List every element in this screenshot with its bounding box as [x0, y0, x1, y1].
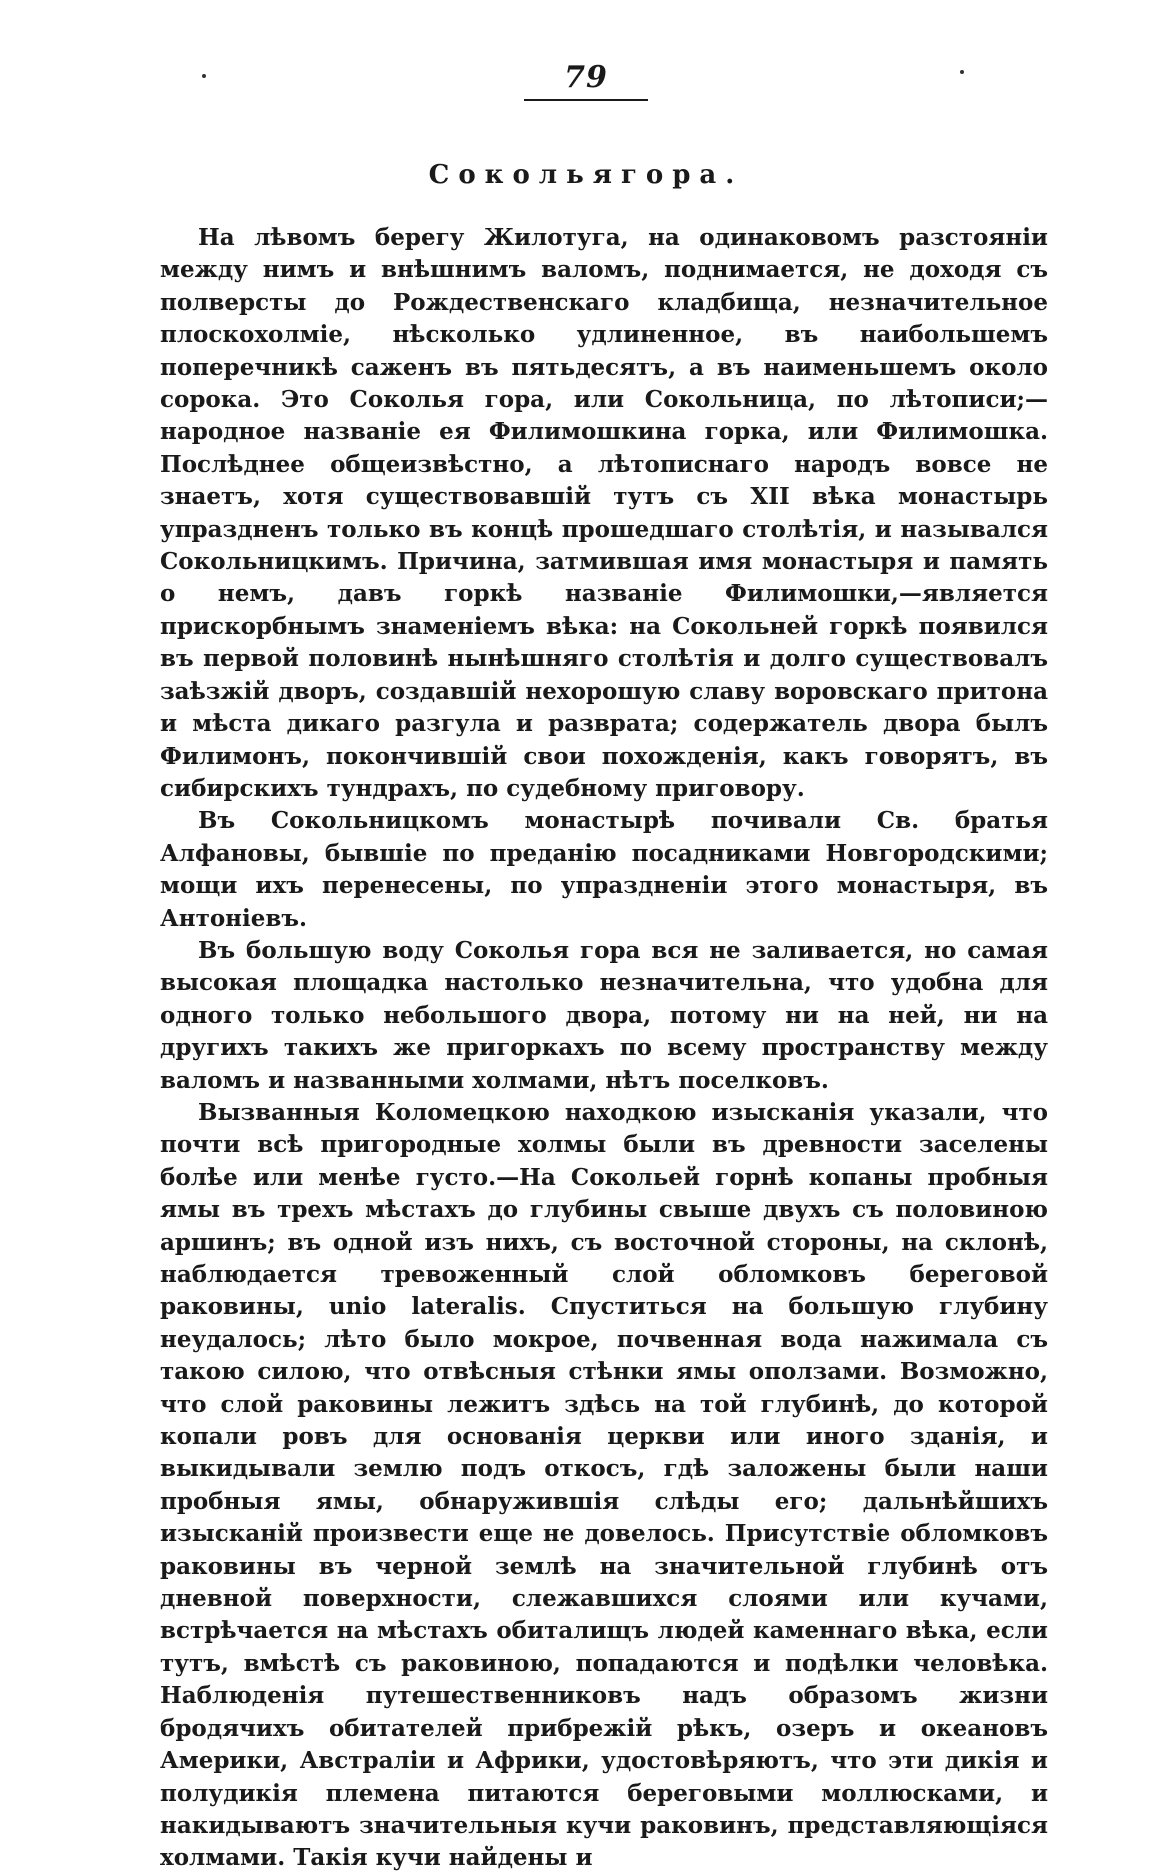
- print-speck: [202, 74, 206, 78]
- section-heading: Сокольягора.: [428, 160, 744, 190]
- page-number: 79: [564, 60, 608, 95]
- paragraph: Вызванныя Коломецкою находкою изысканія указали, что почти всѣ пригородные холмы были въ древности заселены болѣе или менѣе густо.—На Сокольей горнѣ копаны пробныя ямы въ трехъ мѣстахъ до глубины свыше двухъ съ половиною аршинъ; въ одной изъ нихъ, съ восточной стороны, на склонѣ, наблюдается тревоженный слой обломковъ береговой раковины, unio lateralis. Спуститься на большую глубину неудалось; лѣто было мокрое, почвенная вода нажимала съ такою силою, что отвѣсныя стѣнки ямы оползами. Возможно, что слой раковины лежитъ здѣсь на той глубинѣ, до которой копали ровъ для основанія церкви или иного зданія, и выкидывали землю подъ откосъ, гдѣ заложены были наши пробныя ямы, обнаружившія слѣды его; дальнѣйшихъ изысканій произвести еще не довелось. Присутствіе обломковъ раковины въ черной землѣ на значительной глубинѣ отъ дневной поверхности, слежавшихся слоями или кучами, встрѣчается на мѣстахъ обиталищъ людей каменнаго вѣка, если тутъ, вмѣстѣ съ раковиною, попадаются и подѣлки человѣка. Наблюденія путешественниковъ надъ образомъ жизни бродячихъ обитателей прибрежій рѣкъ, озеръ и океановъ Америки, Австраліи и Африки, удостовѣряютъ, что эти дикія и полудикія племена питаются береговыми моллюсками, и накидываютъ значительныя кучи раковинъ, представляющіяся холмами. Такія кучи найдены и: [160, 1098, 1048, 1872]
- print-speck: [960, 70, 964, 74]
- page-number-rule: [524, 99, 648, 101]
- body-text: [160, 222, 1048, 1875]
- paragraph: На лѣвомъ берегу Жилотуга, на одинаковомъ разстояніи между нимъ и внѣшнимъ валомъ, поднимается, не доходя съ полверсты до Рождественскаго кладбища, незначительное плоскохолміе, нѣсколько удлиненное, въ наибольшемъ поперечникѣ саженъ въ пятьдесятъ, а въ наименьшемъ около сорока. Это Соколья гора, или Сокольница, по лѣтописи;—народное названіе ея Филимошкина горка, или Филимошка. Послѣднее общеизвѣстно, а лѣтописнаго народъ вовсе не знаетъ, хотя существовавшій тутъ съ XII вѣка монастырь упраздненъ только въ концѣ прошедшаго столѣтія, и назывался Сокольницкимъ. Причина, затмившая имя монастыря и память о немъ, давъ горкѣ названіе Филимошки,—является прискорбнымъ знаменіемъ вѣка: на Сокольней горкѣ появился въ первой половинѣ нынѣшняго столѣтія и долго существовалъ заѣзжій дворъ, создавшій нехорошую славу воровскаго притона и мѣста дикаго разгула и разврата; содержатель двора былъ Филимонъ, покончившій свои похожденія, какъ говорятъ, въ сибирскихъ тундрахъ, по судебному приговору.: [160, 224, 1048, 802]
- paragraph: Въ большую воду Соколья гора вся не заливается, но самая высокая площадка настолько незначительна, что удобна для одного только небольшого двора, потому ни на ней, ни на другихъ такихъ же пригоркахъ по всему пространству между валомъ и названными холмами, нѣтъ поселковъ.: [160, 936, 1048, 1094]
- paragraph: Въ Сокольницкомъ монастырѣ почивали Св. братья Алфановы, бывшіе по преданію посадниками Новгородскими; мощи ихъ перенесены, по упраздненіи этого монастыря, въ Антоніевъ.: [160, 807, 1048, 932]
